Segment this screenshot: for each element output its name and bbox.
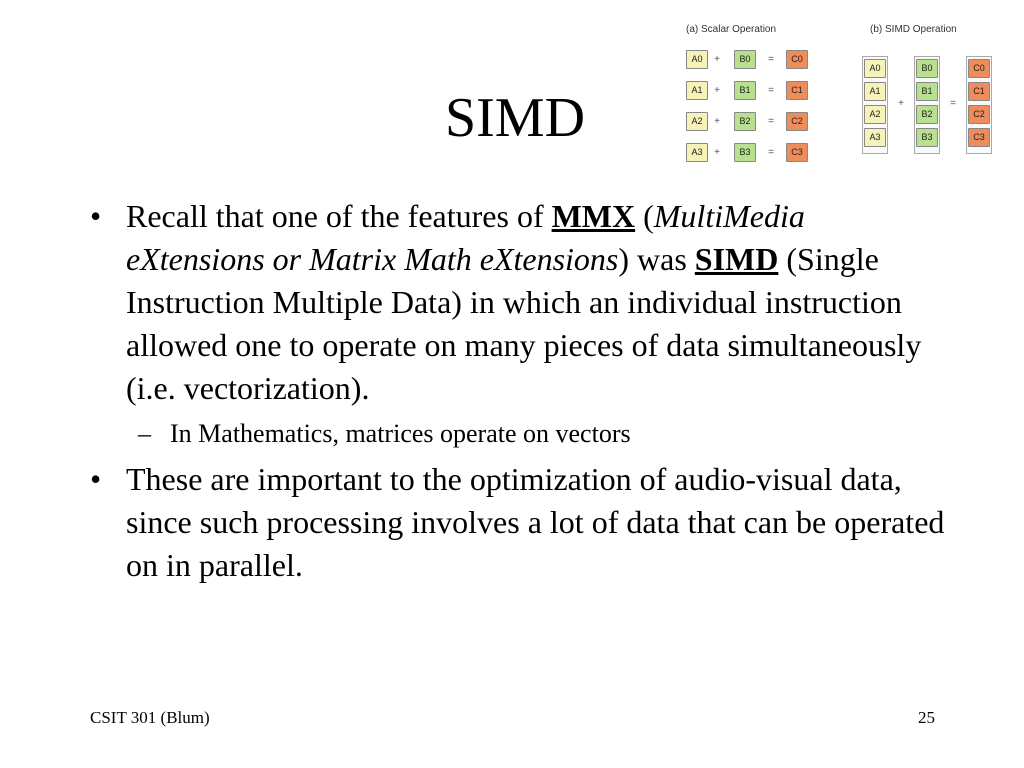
- bullet-text: These are important to the optimization of audio-visual data, since such processing involves a lot of data that can be operated on in parallel.: [126, 461, 945, 583]
- scalar-c3: C3: [786, 143, 808, 162]
- bullet-item: [90, 458, 950, 587]
- equals-sign: =: [768, 54, 774, 65]
- equals-sign: =: [768, 116, 774, 127]
- mmx-term: MMX: [551, 198, 636, 234]
- plus-sign: +: [714, 147, 720, 158]
- simd-b3: B3: [916, 128, 938, 147]
- simd-c2: C2: [968, 105, 990, 124]
- scalar-operation-panel: [680, 20, 828, 168]
- mmx-expansion: MultiMedia eXtensions or Matrix Math eXtensions: [126, 198, 805, 277]
- scalar-b1: B1: [734, 81, 756, 100]
- scalar-operation-title: (a) Scalar Operation: [686, 24, 777, 35]
- equals-sign: =: [950, 98, 956, 109]
- scalar-c0: C0: [786, 50, 808, 69]
- bullet-item: [90, 195, 950, 410]
- simd-b2: B2: [916, 105, 938, 124]
- simd-a3: A3: [864, 128, 886, 147]
- simd-a1: A1: [864, 82, 886, 101]
- bullet-list: [90, 195, 950, 587]
- plus-sign: +: [714, 116, 720, 127]
- scalar-c1: C1: [786, 81, 808, 100]
- slide-number: 25: [918, 708, 935, 727]
- bullet-text: (: [635, 198, 654, 234]
- simd-c1: C1: [968, 82, 990, 101]
- simd-a2: A2: [864, 105, 886, 124]
- simd-b0: B0: [916, 59, 938, 78]
- scalar-b0: B0: [734, 50, 756, 69]
- sub-bullet-marker: –: [138, 419, 151, 448]
- bullet-text: (Single Instruction Multiple Data) in which an individual instruction allowed one to operate on many pieces of data simultaneously (i.e. vectorization).: [126, 241, 922, 406]
- sub-bullet-item: [90, 416, 950, 452]
- sub-bullet-text: In Mathematics, matrices operate on vectors: [170, 419, 631, 448]
- plus-sign: +: [714, 85, 720, 96]
- bullet-text: Recall that one of the features of: [126, 198, 552, 234]
- simd-operation-title: (b) SIMD Operation: [870, 24, 957, 35]
- simd-c3: C3: [968, 128, 990, 147]
- scalar-b2: B2: [734, 112, 756, 131]
- scalar-a0: A0: [686, 50, 708, 69]
- simd-a0: A0: [864, 59, 886, 78]
- scalar-c2: C2: [786, 112, 808, 131]
- scalar-a3: A3: [686, 143, 708, 162]
- simd-b1: B1: [916, 82, 938, 101]
- bullet-marker: •: [90, 198, 102, 234]
- plus-sign: +: [898, 98, 904, 109]
- scalar-a1: A1: [686, 81, 708, 100]
- bullet-marker: •: [90, 461, 102, 497]
- bullet-text: ) was: [618, 241, 695, 277]
- slide-title: SIMD: [444, 87, 586, 149]
- simd-term: SIMD: [694, 241, 779, 277]
- simd-diagram: [668, 20, 1008, 170]
- footer-course: CSIT 301 (Blum): [90, 708, 210, 727]
- plus-sign: +: [714, 54, 720, 65]
- scalar-a2: A2: [686, 112, 708, 131]
- equals-sign: =: [768, 85, 774, 96]
- simd-c0: C0: [968, 59, 990, 78]
- simd-operation-panel: [862, 20, 1002, 168]
- scalar-b3: B3: [734, 143, 756, 162]
- equals-sign: =: [768, 147, 774, 158]
